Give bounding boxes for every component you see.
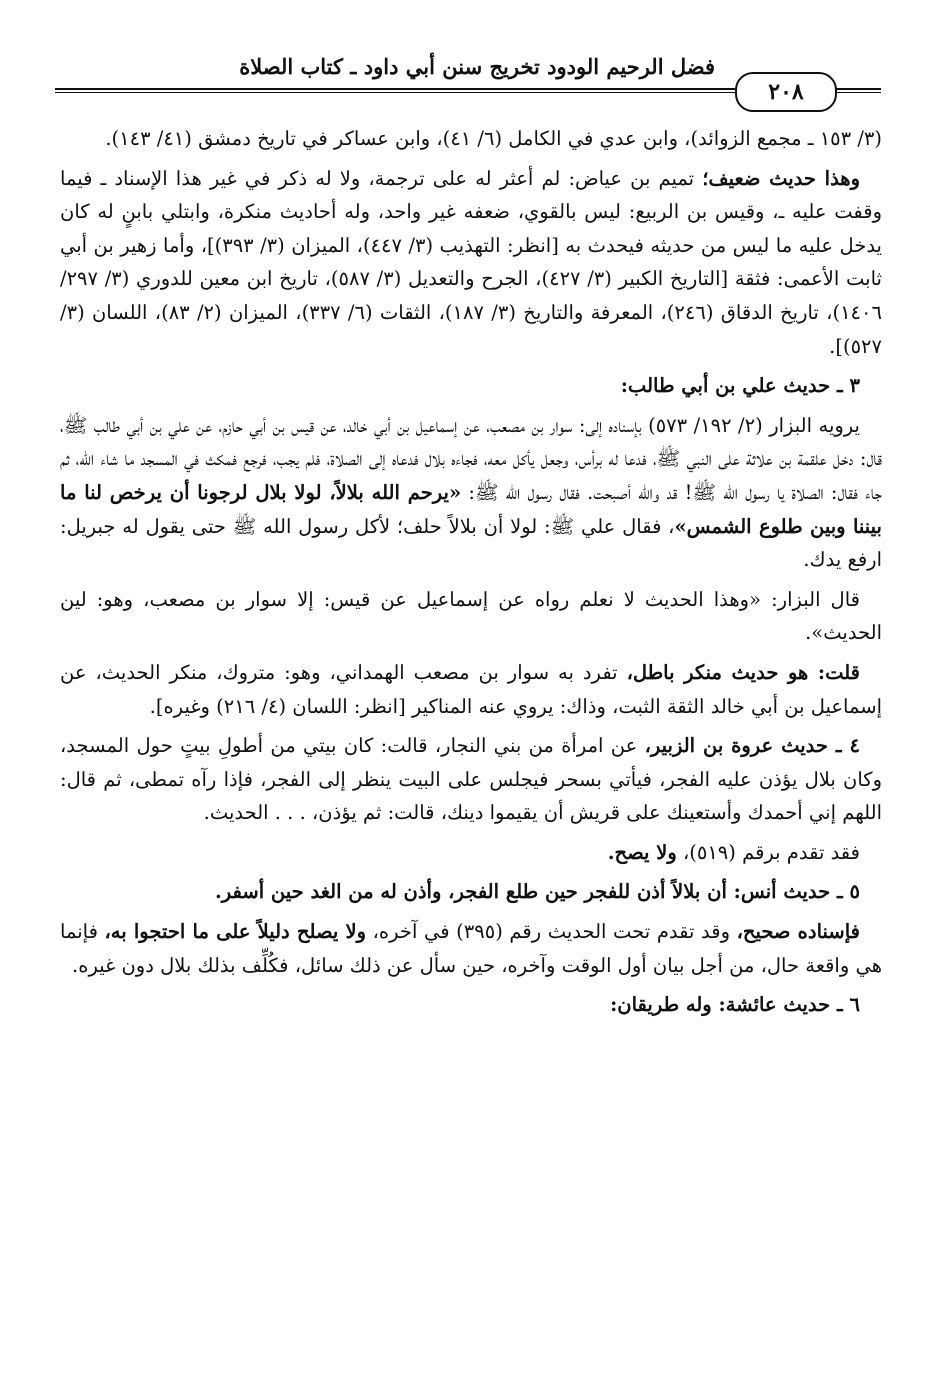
- paragraph-citations: [60, 122, 882, 156]
- paragraph-text: فإنما هي واقعة حال، من أجل بيان أول الوقت وآخره، حين سأل عن ذلك سائل، فكُلِّف بذلك بلال دون غيره.: [60, 920, 882, 977]
- page-number: [735, 72, 837, 112]
- hadith-text-bold: «يرحم الله بلالاً، لولا بلال لرجونا أن يرخص لنا ما بيننا وبين طلوع الشمس»: [60, 480, 882, 538]
- header-rule: [55, 88, 735, 90]
- header-rule-right-thin: [833, 92, 881, 93]
- ruling-munkar: قلت: هو حديث منكر باطل،: [626, 660, 860, 684]
- hadith-text-bold: أن بلالاً أذن للفجر حين طلع الفجر، وأذن له من الغد حين أسفر.: [214, 880, 727, 904]
- paragraph-bazzar-narration: [60, 409, 882, 577]
- paragraph-text: (٣/ ١٥٣ ـ مجمع الزوائد)، وابن عدي في الكامل (٦/ ٤١)، وابن عساكر في تاريخ دمشق (٤١/ ١٤٣).: [105, 127, 882, 150]
- paragraph-text: يرويه البزار (٢/ ١٩٢/ ٥٧٣) بإسناده إلى: سوار بن مصعب، عن إسماعيل بن أبي خالد، عن قيس بن أبي حازم، عن علي بن أبي طالب ﷺ، قال: دخل علقمة بن علاثة على النبي ﷺ، فدعا له برأس، وجعل يأكل معه، فجاءه بلال فدعاه إلى الصلاة، فلم يجب، فرجع فمكث في المسجد ما شاء الله، ثم جاء فقال: الصلاة يا رسول الله ﷺ! قد والله أصبحت. فقال رسول الله ﷺ:: [60, 413, 882, 504]
- paragraph-ruling: [60, 656, 882, 723]
- paragraph-text: وقد تقدم تحت الحديث رقم (٣٩٥) في آخره،: [366, 920, 737, 944]
- header-rule-right: [833, 88, 881, 90]
- ruling-sahih: فإسناده صحيح،: [736, 920, 861, 944]
- paragraph-ref-519: [60, 836, 882, 870]
- ruling-not-evidence: ولا يصلح دليلاً على ما احتجوا به،: [104, 920, 367, 944]
- ruling-weak: وهذا حديث ضعيف؛: [702, 166, 861, 190]
- page-body: [60, 122, 882, 1028]
- paragraph-text: قال البزار: «وهذا الحديث لا نعلم رواه عن إسماعيل عن قيس: إلا سوار بن مصعب، وهو: لين الحديث».: [60, 587, 882, 645]
- section-heading-3: ٣ ـ حديث علي بن أبي طالب:: [620, 374, 860, 398]
- paragraph-text: عن امرأة من بني النجار، قالت: كان بيتي من أطولِ بيتٍ حول المسجد، وكان بلال يؤذن عليه الفجر، فيأتي بسحر فيجلس على البيت ينظر إلى الفجر، فإذا رآه تمطى، ثم قال: اللهم إني أحمدك وأستعينك على قريش أن يقيموا دينك، قالت: ثم يؤذن، . . . الحديث.: [60, 734, 882, 825]
- running-header-title: فضل الرحيم الودود تخريج سنن أبي داود ـ كتاب الصلاة: [239, 54, 715, 79]
- paragraph-weak-hadith: [60, 162, 882, 364]
- section-heading-5: ٥ ـ حديث أنس:: [726, 880, 860, 904]
- paragraph-section-4: [60, 729, 882, 830]
- section-heading-6: ٦ ـ حديث عائشة: وله طريقان:: [610, 993, 860, 1017]
- paragraph-bazzar-comment: [60, 583, 882, 650]
- paragraph-text: ، فقال علي ﷺ: لولا أن بلالاً حلف؛ لأكل رسول الله ﷺ حتى يقول له جبريل: ارفع يدك.: [60, 514, 882, 572]
- ruling-not-authentic: ولا يصح.: [607, 840, 677, 864]
- paragraph-section-5: [60, 875, 882, 909]
- header-rule-thin: [55, 92, 735, 93]
- paragraph-text: فقد تقدم برقم (٥١٩)،: [676, 840, 860, 864]
- paragraph-text: تميم بن عياض: لم أعثر له على ترجمة، ولا له ذكر في غير هذا الإسناد ـ فيما وقفت عليه ـ، وقيس بن الربيع: ليس بالقوي، ضعفه غير واحد، وله أحاديث منكرة، وابتلي بابنٍ له كان يدخل عليه ما ليس من حديثه فيحدث به [انظر: التهذيب (٣/ ٤٤٧)، الميزان (٣/ ٣٩٣)]، وأما زهير بن أبي ثابت الأعمى: فثقة [التاريخ الكبير (٣/ ٤٢٧)، الجرح والتعديل (٣/ ٥٨٧)، تاريخ ابن معين للدوري (٣/ ٢٩٧/ ١٤٠٦)، تاريخ الدقاق (٢٤٦)، المعرفة والتاريخ (٣/ ١٨٧)، الثقات (٦/ ٣٣٧)، الميزان (٢/ ٨٣)، اللسان (٣/ ٥٢٧)].: [60, 166, 882, 358]
- paragraph-sahih-ruling: [60, 915, 882, 982]
- paragraph-text: تفرد به سوار بن مصعب الهمداني، وهو: متروك، منكر الحديث، عن إسماعيل بن أبي خالد الثقة الثبت، وذاك: يروي عنه المناكير [انظر: اللسان (٤/ ٢١٦) وغيره].: [60, 660, 882, 718]
- page-number-text: ٢٠٨: [768, 79, 804, 105]
- section-heading-4: ٤ ـ حديث عروة بن الزبير،: [644, 734, 860, 758]
